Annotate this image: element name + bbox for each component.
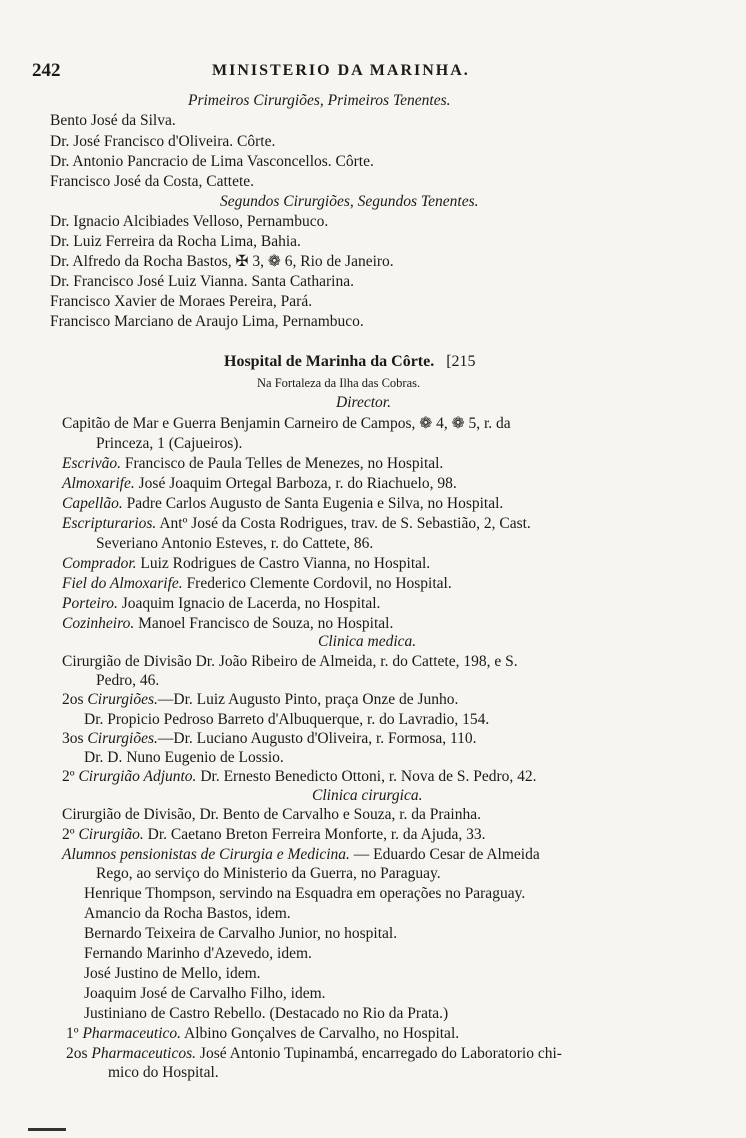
staff-text: Manoel Francisco de Souza, no Hospital. — [138, 615, 394, 632]
list-item: Henrique Thompson, servindo na Esquadra em operações no Paraguay. — [84, 885, 526, 902]
footer-mark — [28, 1128, 66, 1131]
staff-escripturarios — [62, 514, 531, 533]
section-heading-segundos-cirurgioes: Segundos Cirurgiões, Segundos Tenentes. — [220, 193, 479, 210]
section-heading-primeiros-cirurgioes: Primeiros Cirurgiões, Primeiros Tenentes. — [188, 92, 451, 109]
clinica-cirurgica-heading: Clinica cirurgica. — [312, 787, 423, 804]
staff-almoxarife — [62, 474, 457, 493]
clinica-medica-line: Dr. D. Nuno Eugenio de Lossio. — [84, 749, 284, 766]
staff-role: Pharmaceutico. — [82, 1025, 182, 1042]
rank-number: 2º — [62, 826, 75, 843]
staff-text: Padre Carlos Augusto de Santa Eugenia e Silva, no Hospital. — [126, 495, 504, 512]
list-item: Dr. Francisco José Luiz Vianna. Santa Catharina. — [50, 273, 354, 290]
staff-text: Frederico Clemente Cordovil, no Hospital. — [186, 575, 452, 592]
list-item: Dr. Ignacio Alcibiades Velloso, Pernambuco. — [50, 213, 329, 230]
staff-cozinheiro — [62, 614, 393, 633]
clinica-medica-line: Dr. Propicio Pedroso Barreto d'Albuquerque, r. do Lavradio, 154. — [84, 711, 490, 728]
staff-role: Cirurgião. — [78, 826, 144, 843]
list-item: Dr. Antonio Pancracio de Lima Vasconcellos. Côrte. — [50, 153, 374, 170]
list-item: Francisco Xavier de Moraes Pereira, Pará. — [50, 293, 313, 310]
list-item: Joaquim José de Carvalho Filho, idem. — [84, 985, 326, 1002]
list-item: Bento José da Silva. — [50, 112, 176, 129]
list-item: Dr. Alfredo da Rocha Bastos, ✠ 3, ❁ 6, Rio de Janeiro. — [50, 253, 394, 270]
list-item: Fernando Marinho d'Azevedo, idem. — [84, 945, 312, 962]
list-item: Bernardo Teixeira de Carvalho Junior, no hospital. — [84, 925, 398, 942]
staff-role: Fiel do Almoxarife. — [62, 575, 183, 592]
rank-number: 2º — [62, 768, 75, 785]
list-item: Francisco José da Costa, Cattete. — [50, 173, 255, 190]
staff-text: Antº José da Costa Rodrigues, trav. de S. Sebastião, 2, Cast. — [159, 515, 531, 532]
staff-role: Capellão. — [62, 495, 123, 512]
rank-number: 1º — [66, 1025, 79, 1042]
clinica-medica-line: Pedro, 46. — [96, 672, 160, 689]
staff-text: Francisco de Paula Telles de Menezes, no Hospital. — [124, 455, 444, 472]
list-item: Amancio da Rocha Bastos, idem. — [84, 905, 291, 922]
staff-text: Luiz Rodrigues de Castro Vianna, no Hospital. — [140, 555, 431, 572]
clinica-cirurgica-line — [62, 845, 540, 864]
staff-fiel — [62, 574, 452, 593]
staff-role: Almoxarife. — [62, 475, 135, 492]
staff-escripturario-2: Severiano Antonio Esteves, r. do Cattete, 86. — [96, 535, 374, 552]
staff-text: Joaquim Ignacio de Lacerda, no Hospital. — [121, 595, 381, 612]
staff-text: Albino Gonçalves de Carvalho, no Hospital. — [184, 1025, 460, 1042]
list-item: Francisco Marciano de Araujo Lima, Pernambuco. — [50, 313, 364, 330]
staff-role: Cirurgião Adjunto. — [78, 768, 197, 785]
hospital-name: Hospital de Marinha da Côrte. — [224, 353, 435, 370]
staff-role: Cozinheiro. — [62, 615, 135, 632]
staff-role: Porteiro. — [62, 595, 118, 612]
staff-role: Escrivão. — [62, 455, 121, 472]
page-header-title: MINISTERIO DA MARINHA. — [212, 62, 470, 79]
clinica-medica-heading: Clinica medica. — [318, 633, 417, 650]
staff-role: Pharmaceuticos. — [91, 1045, 197, 1062]
staff-text: José Antonio Tupinambá, encarregado do Laboratorio chi- — [199, 1045, 562, 1062]
list-item: Dr. José Francisco d'Oliveira. Côrte. — [50, 133, 276, 150]
staff-porteiro — [62, 594, 380, 613]
staff-text: Dr. Caetano Breton Ferreira Monforte, r. da Ajuda, 33. — [147, 826, 486, 843]
list-item: Justiniano de Castro Rebello. (Destacado no Rio da Prata.) — [84, 1005, 449, 1022]
clinica-cirurgica-line: Rego, ao serviço do Ministerio da Guerra, no Paraguay. — [96, 865, 441, 882]
staff-text: José Joaquim Ortegal Barboza, r. do Riachuelo, 98. — [138, 475, 457, 492]
page-number: 242 — [32, 60, 61, 81]
clinica-cirurgica-line: Cirurgião de Divisão, Dr. Bento de Carvalho e Souza, r. da Prainha. — [62, 806, 481, 823]
list-item: José Justino de Mello, idem. — [84, 965, 261, 982]
staff-role: Cirurgiões. — [87, 691, 158, 708]
hospital-title — [224, 352, 476, 371]
director-line-1: Capitão de Mar e Guerra Benjamin Carneiro de Campos, ❁ 4, ❁ 5, r. da — [62, 415, 511, 432]
pharmaceutico-2 — [66, 1044, 562, 1063]
hospital-location: Na Fortaleza da Ilha das Cobras. — [257, 376, 421, 390]
hospital-ref: [215 — [446, 353, 476, 370]
director-heading: Director. — [336, 394, 391, 411]
rank-number: 2os — [66, 1045, 88, 1062]
director-line-2: Princeza, 1 (Cajueiros). — [96, 435, 243, 452]
pharmaceutico-1 — [66, 1024, 459, 1043]
staff-role: Comprador. — [62, 555, 137, 572]
clinica-medica-line: Cirurgião de Divisão Dr. João Ribeiro de Almeida, r. do Cattete, 198, e S. — [62, 653, 518, 670]
staff-text: Dr. Ernesto Benedicto Ottoni, r. Nova de S. Pedro, 42. — [200, 768, 537, 785]
staff-capellao — [62, 494, 503, 513]
staff-text: —Dr. Luiz Augusto Pinto, praça Onze de Junho. — [157, 691, 459, 708]
staff-role: Escripturarios. — [62, 515, 157, 532]
rank-number: 2os — [62, 691, 84, 708]
clinica-medica-line — [62, 690, 458, 709]
clinica-medica-line — [62, 767, 537, 786]
clinica-medica-line — [62, 729, 477, 748]
staff-text: — Eduardo Cesar de Almeida — [353, 846, 540, 863]
staff-text: —Dr. Luciano Augusto d'Oliveira, r. Formosa, 110. — [157, 730, 477, 747]
rank-number: 3os — [62, 730, 84, 747]
staff-comprador — [62, 554, 430, 573]
staff-role: Cirurgiões. — [87, 730, 158, 747]
pharmaceutico-2-continued: mico do Hospital. — [108, 1064, 219, 1081]
list-item: Dr. Luiz Ferreira da Rocha Lima, Bahia. — [50, 233, 301, 250]
clinica-cirurgica-line — [62, 825, 486, 844]
staff-escrivao — [62, 454, 443, 473]
staff-role: Alumnos pensionistas de Cirurgia e Medicina. — [62, 846, 350, 863]
